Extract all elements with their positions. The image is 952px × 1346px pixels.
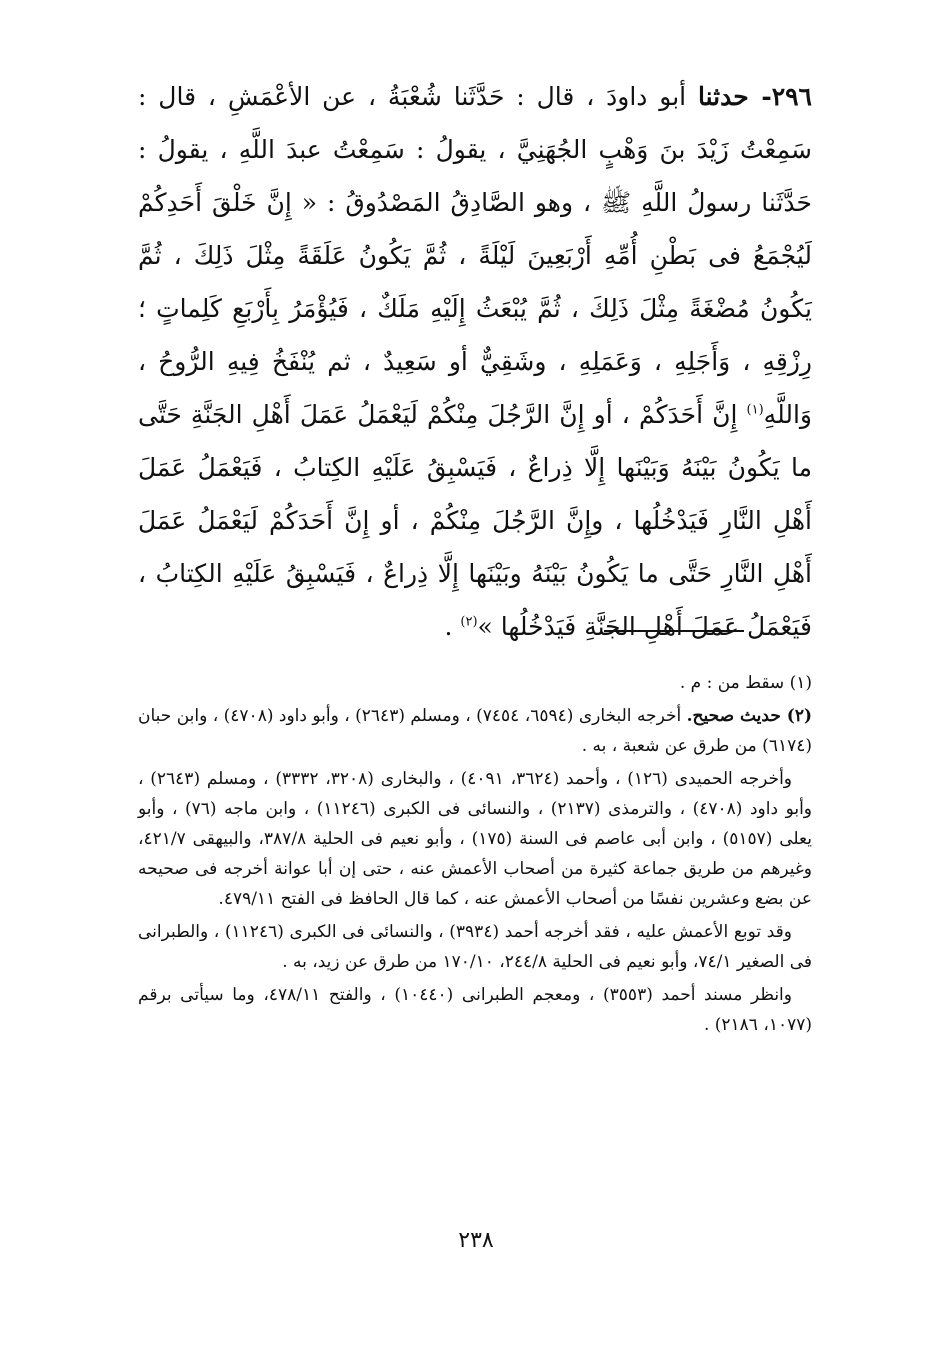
hadith-body-part-1: أبو داودَ ، قال : حَدَّثَنا شُعْبَةُ ، عن الأعْمَشِ ، قال : سَمِعْتُ زَيْدَ بنَ وَهْبٍ الجُهَنِيَّ ، يقولُ : سَمِعْتُ عبدَ اللَّهِ ، يقولُ : حَدَّثَنا رسولُ اللَّهِ ﷺ ، وهو الصَّادِقُ المَصْدُوقُ : « إِنَّ خَلْقَ أَحَدِكُمْ لَيُجْمَعُ فى بَطْنِ أُمِّهِ أَرْبَعِينَ لَيْلَةً ، ثُمَّ يَكُونُ عَلَقَةً مِثْلَ ذَلِكَ ، ثُمَّ يَكُونُ مُضْغَةً مِثْلَ ذَلِكَ ، ثُمَّ يُبْعَثُ إِلَيْهِ مَلَكٌ ، فَيُؤْمَرُ بِأَرْبَعِ كَلِماتٍ ؛ رِزْقِهِ ، وَأَجَلِهِ ، وَعَمَلِهِ ، وشَقِيٌّ أو سَعِيدٌ ، ثم يُنْفَخُ فِيهِ الرُّوحُ ، وَاللَّهِ — [138, 82, 812, 429]
footnote-2-text: أخرجه البخارى (٦٥٩٤، ٧٤٥٤) ، ومسلم (٢٦٤٣) ، وأبو داود (٤٧٠٨) ، وابن حبان (٦١٧٤) من طرق عن شعبة ، به . — [138, 706, 812, 756]
footnote-ref-1: (١) — [746, 402, 764, 418]
footnote-divider — [604, 630, 744, 632]
hadith-text — [138, 70, 812, 653]
footnote-paragraph-4: وانظر مسند أحمد (٣٥٥٣) ، ومعجم الطبرانى (١٠٤٤٠) ، والفتح ٤٧٨/١١، وما سيأتى برقم (١٠٧٧، ٢١٨٦) . — [138, 985, 812, 1035]
page-number: ٢٣٨ — [458, 1228, 494, 1253]
footnote-2 — [138, 701, 812, 761]
footnote-2-label: (٢) حديث صحيح. — [686, 706, 813, 726]
footnotes — [138, 668, 812, 1043]
hadith-end: . — [444, 612, 461, 641]
footnote-paragraph-3: وقد توبع الأعمش عليه ، فقد أخرجه أحمد (٣٩٣٤) ، والنسائى فى الكبرى (١١٢٤٦) ، والطبرانى فى الصغير ٧٤/١، وأبو نعيم فى الحلية ٢٤٤/٨، ١٧٠/١٠ من طرق عن زيد، به . — [138, 922, 812, 972]
footnote-1: (١) سقط من : م . — [679, 673, 812, 693]
hadith-number: ٢٩٦ — [771, 82, 812, 111]
footnote-paragraph-2: وأخرجه الحميدى (١٢٦) ، وأحمد (٣٦٢٤، ٤٠٩١) ، والبخارى (٣٢٠٨، ٣٣٣٢) ، ومسلم (٢٦٤٣) ، وأبو داود (٤٧٠٨) ، والترمذى (٢١٣٧) ، والنسائى فى الكبرى (١١٢٤٦) ، وابن ماجه (٧٦) ، وأبو يعلى (٥١٥٧) ، وابن أبى عاصم فى السنة (١٧٥) ، وأبو نعيم فى الحلية ٣٨٧/٨، والبيهقى ٤٢١/٧، وغيرهم من طريق جماعة كثيرة من أصحاب الأعمش عنه ، حتى إن أبا عوانة أخرجه فى صحيحه عن بضع وعشرين نفسًا من أصحاب الأعمش عنه ، كما قال الحافظ فى الفتح ٤٧٩/١١. — [138, 769, 813, 909]
footnote-ref-2: (٢) — [460, 614, 478, 630]
hadith-body-part-2: إِنَّ أَحَدَكُمْ ، أو إِنَّ الرَّجُلَ مِنْكُمْ لَيَعْمَلُ عَمَلَ أَهْلِ الجَنَّةِ حَتَّى ما يَكُونُ بَيْنَهُ وَبَيْنَها إِلَّا ذِراعٌ ، فَيَسْبِقُ عَلَيْهِ الكِتابُ ، فَيَعْمَلُ عَمَلَ أَهْلِ النَّارِ فَيَدْخُلُها ، وإِنَّ الرَّجُلَ مِنْكُمْ ، أو إِنَّ أَحَدَكُمْ لَيَعْمَلُ عَمَلَ أَهْلِ النَّارِ حَتَّى ما يَكُونُ بَيْنَهُ وبَيْنَها إِلَّا ذِراعٌ ، فَيَسْبِقُ عَلَيْهِ الكِتابُ ، فَيَعْمَلُ عَمَلَ أَهْلِ الجَنَّةِ فَيَدْخُلُها » — [138, 400, 812, 641]
hadith-lead: - حدثنا — [698, 82, 772, 111]
